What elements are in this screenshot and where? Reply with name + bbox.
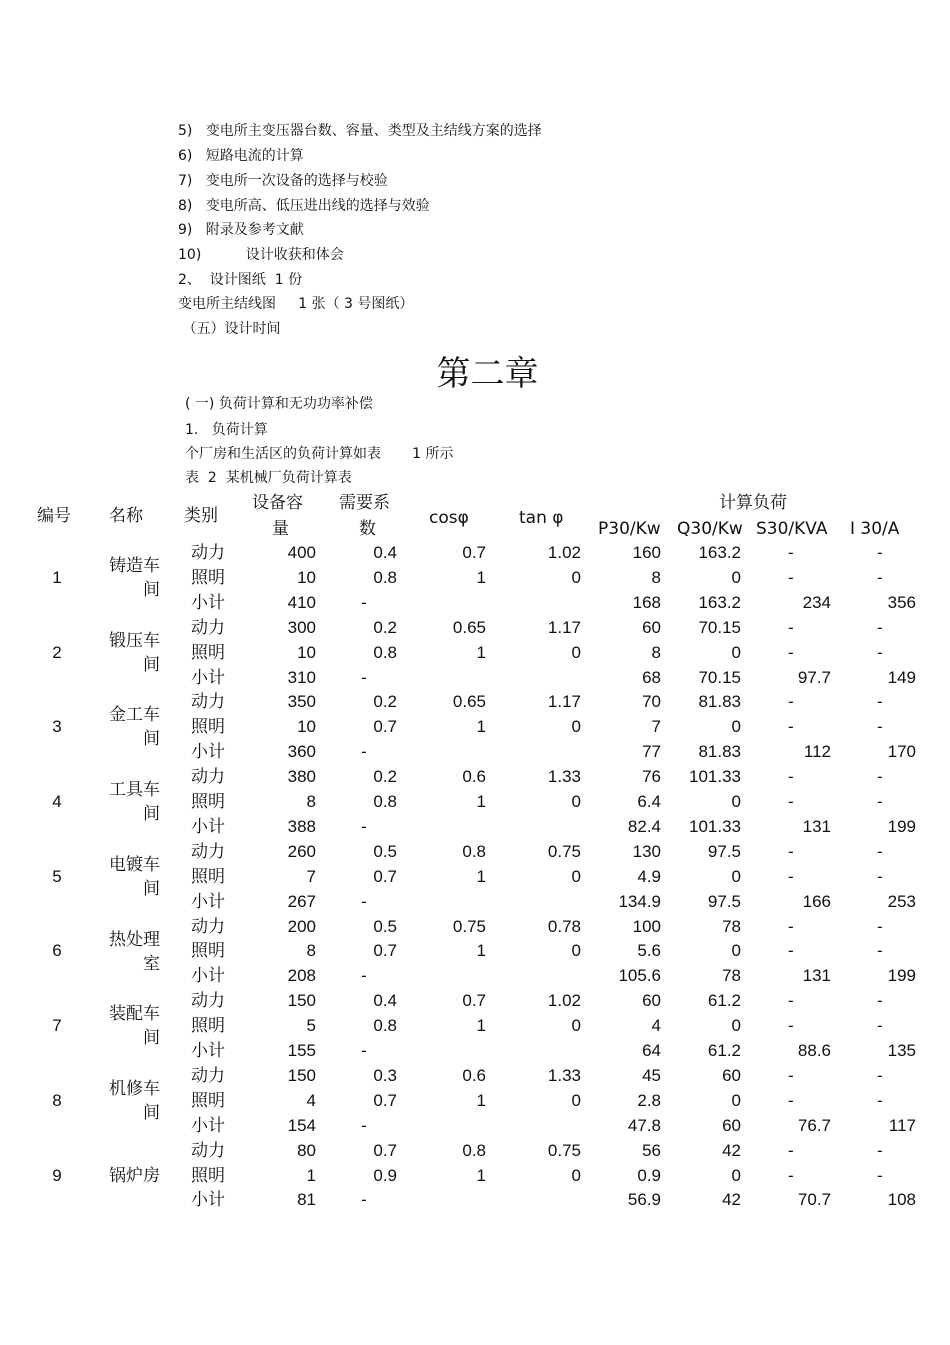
cell-q30: 97.5 <box>707 841 741 861</box>
row-category: 照明 <box>191 642 225 662</box>
cell-demand-factor: 0.7 <box>373 1090 397 1110</box>
row-name: 间 <box>143 1028 160 1048</box>
cell-p30: 160 <box>632 543 661 562</box>
header-id: 编号 <box>37 506 71 526</box>
cell-s30: 234 <box>802 592 831 612</box>
cell-s30: - <box>788 692 794 712</box>
cell-demand-factor: 0.7 <box>373 1140 397 1160</box>
cell-demand-factor: - <box>361 742 367 762</box>
row-category: 动力 <box>191 767 225 787</box>
row-name: 间 <box>143 878 160 898</box>
cell-s30: 131 <box>802 966 831 986</box>
cell-tan-phi: 0 <box>571 866 581 886</box>
cell-capacity: 155 <box>287 1041 316 1060</box>
cell-s30: - <box>788 567 794 587</box>
row-name: 间 <box>143 654 160 674</box>
cell-i30: 135 <box>887 1041 916 1060</box>
cell-p30: 8 <box>651 567 661 587</box>
row-category: 照明 <box>191 1090 225 1110</box>
cell-s30: - <box>788 717 794 737</box>
cell-capacity: 267 <box>287 891 316 911</box>
cell-tan-phi: 0 <box>571 717 581 737</box>
row-id: 9 <box>52 1165 62 1185</box>
row-category: 动力 <box>191 991 225 1011</box>
cell-q30: 61.2 <box>707 1041 741 1060</box>
header-demand-2: 数 <box>359 519 376 539</box>
row-id: 2 <box>52 642 62 662</box>
row-category: 动力 <box>191 1140 225 1160</box>
cell-p30: 7 <box>651 717 661 737</box>
cell-q30: 0 <box>731 866 741 886</box>
cell-s30: - <box>788 916 794 936</box>
cell-q30: 163.2 <box>698 592 741 612</box>
row-category: 动力 <box>191 916 225 936</box>
header-tan-phi: tan φ <box>519 508 564 528</box>
cell-q30: 81.83 <box>698 692 741 712</box>
row-id: 6 <box>52 941 62 961</box>
cell-capacity: 388 <box>287 816 316 836</box>
intro-line: 7) 变电所一次设备的选择与校验 <box>178 173 388 189</box>
cell-cos-phi: 0.7 <box>462 991 486 1011</box>
row-id: 7 <box>52 1016 62 1036</box>
cell-q30: 60 <box>722 1115 741 1135</box>
cell-demand-factor: 0.4 <box>373 991 397 1011</box>
cell-i30: 199 <box>887 816 916 836</box>
cell-cos-phi: 0.8 <box>462 841 486 861</box>
row-name: 电镀车 <box>109 854 160 874</box>
intro-line: 10) 设计收获和体会 <box>178 247 344 263</box>
cell-q30: 101.33 <box>689 767 741 787</box>
cell-s30: - <box>788 642 794 662</box>
cell-demand-factor: 0.2 <box>373 617 397 637</box>
cell-q30: 101.33 <box>689 816 741 836</box>
cell-cos-phi: 1 <box>476 642 486 662</box>
cell-q30: 97.5 <box>707 891 741 911</box>
row-category: 小计 <box>191 816 225 836</box>
cell-capacity: 10 <box>297 642 316 662</box>
row-category: 照明 <box>191 866 225 886</box>
header-p30: P30/Kw <box>598 519 661 539</box>
cell-cos-phi: 1 <box>476 717 486 737</box>
row-name: 机修车 <box>109 1078 160 1098</box>
cell-q30: 0 <box>731 792 741 811</box>
cell-s30: - <box>788 1140 794 1160</box>
cell-capacity: 208 <box>287 966 316 986</box>
header-s30: S30/KVA <box>756 519 828 539</box>
cell-demand-factor: 0.2 <box>373 692 397 712</box>
cell-p30: 76 <box>642 767 661 787</box>
row-category: 照明 <box>191 792 225 811</box>
cell-tan-phi: 1.33 <box>547 1065 581 1085</box>
header-cos-phi: cosφ <box>429 508 469 528</box>
cell-s30: 70.7 <box>797 1190 831 1210</box>
cell-p30: 68 <box>642 667 661 687</box>
intro-line: 9) 附录及参考文献 <box>178 222 304 238</box>
cell-s30: - <box>788 792 794 811</box>
cell-tan-phi: 1.17 <box>547 617 581 637</box>
cell-q30: 42 <box>722 1190 741 1210</box>
cell-demand-factor: - <box>361 1190 367 1210</box>
cell-capacity: 5 <box>306 1016 316 1036</box>
cell-s30: 76.7 <box>797 1115 831 1135</box>
cell-tan-phi: 0 <box>571 1016 581 1036</box>
cell-tan-phi: 1.17 <box>547 692 581 712</box>
cell-s30: 131 <box>802 816 831 836</box>
cell-demand-factor: 0.7 <box>373 866 397 886</box>
row-category: 小计 <box>191 592 225 612</box>
cell-cos-phi: 0.7 <box>462 543 486 562</box>
cell-i30: - <box>877 692 883 712</box>
cell-q30: 78 <box>722 916 741 936</box>
cell-s30: - <box>788 941 794 961</box>
header-demand-1: 需要系 <box>339 493 390 513</box>
cell-capacity: 1 <box>306 1165 316 1185</box>
cell-capacity: 360 <box>287 742 316 762</box>
cell-i30: - <box>877 642 883 662</box>
cell-p30: 60 <box>642 991 661 1011</box>
cell-cos-phi: 0.6 <box>462 1065 486 1085</box>
cell-i30: - <box>877 1140 883 1160</box>
cell-capacity: 260 <box>287 841 316 861</box>
cell-cos-phi: 1 <box>476 1016 486 1036</box>
row-category: 小计 <box>191 1190 225 1210</box>
intro-line: 6) 短路电流的计算 <box>178 148 304 164</box>
cell-capacity: 154 <box>287 1115 316 1135</box>
cell-i30: 108 <box>887 1190 916 1210</box>
cell-tan-phi: 0 <box>571 1165 581 1185</box>
row-category: 小计 <box>191 1041 225 1060</box>
section-line: ( 一) 负荷计算和无功功率补偿 <box>185 396 373 412</box>
cell-s30: 166 <box>802 891 831 911</box>
row-category: 小计 <box>191 742 225 762</box>
cell-q30: 0 <box>731 1090 741 1110</box>
cell-demand-factor: - <box>361 816 367 836</box>
header-name: 名称 <box>109 506 143 526</box>
cell-q30: 61.2 <box>707 991 741 1011</box>
cell-i30: - <box>877 617 883 637</box>
cell-tan-phi: 0.75 <box>547 1140 581 1160</box>
row-name: 工具车 <box>109 780 160 800</box>
cell-p30: 4 <box>651 1016 661 1036</box>
cell-demand-factor: 0.7 <box>373 941 397 961</box>
cell-i30: - <box>877 1090 883 1110</box>
cell-demand-factor: 0.4 <box>373 543 397 562</box>
cell-q30: 42 <box>722 1140 741 1160</box>
cell-cos-phi: 1 <box>476 792 486 811</box>
intro-line: 8) 变电所高、低压进出线的选择与效验 <box>178 198 430 214</box>
cell-cos-phi: 0.6 <box>462 767 486 787</box>
header-category: 类别 <box>184 506 218 526</box>
cell-capacity: 8 <box>306 941 316 961</box>
cell-i30: - <box>877 841 883 861</box>
cell-i30: 149 <box>887 667 916 687</box>
row-category: 动力 <box>191 841 225 861</box>
cell-i30: - <box>877 991 883 1011</box>
cell-s30: 88.6 <box>797 1041 831 1060</box>
cell-capacity: 400 <box>287 543 316 562</box>
cell-demand-factor: 0.8 <box>373 1016 397 1036</box>
cell-i30: - <box>877 567 883 587</box>
cell-q30: 0 <box>731 1165 741 1185</box>
cell-capacity: 80 <box>297 1140 316 1160</box>
cell-q30: 70.15 <box>698 617 741 637</box>
row-category: 小计 <box>191 667 225 687</box>
cell-capacity: 410 <box>287 592 316 612</box>
row-category: 小计 <box>191 891 225 911</box>
row-name: 间 <box>143 729 160 749</box>
header-calc-load: 计算负荷 <box>719 493 787 513</box>
cell-s30: 97.7 <box>797 667 831 687</box>
intro-line: 5) 变电所主变压器台数、容量、类型及主结线方案的选择 <box>178 123 542 139</box>
header-capacity-1: 设备容 <box>252 493 303 513</box>
cell-demand-factor: - <box>361 592 367 612</box>
row-category: 照明 <box>191 567 225 587</box>
row-name: 间 <box>143 1102 160 1122</box>
cell-capacity: 7 <box>306 866 316 886</box>
cell-i30: - <box>877 767 883 787</box>
cell-demand-factor: 0.9 <box>373 1165 397 1185</box>
cell-demand-factor: 0.5 <box>373 841 397 861</box>
row-category: 动力 <box>191 617 225 637</box>
cell-q30: 0 <box>731 717 741 737</box>
intro-line: （五）设计时间 <box>178 321 281 337</box>
cell-demand-factor: - <box>361 1041 367 1060</box>
row-name: 装配车 <box>109 1004 160 1024</box>
cell-tan-phi: 1.02 <box>547 543 581 562</box>
cell-p30: 6.4 <box>637 792 661 811</box>
cell-cos-phi: 1 <box>476 866 486 886</box>
cell-demand-factor: 0.3 <box>373 1065 397 1085</box>
cell-p30: 168 <box>632 592 661 612</box>
cell-p30: 77 <box>642 742 661 762</box>
cell-demand-factor: - <box>361 667 367 687</box>
cell-q30: 0 <box>731 567 741 587</box>
cell-s30: - <box>788 1016 794 1036</box>
row-id: 8 <box>52 1090 62 1110</box>
cell-i30: - <box>877 543 883 562</box>
cell-capacity: 200 <box>287 916 316 936</box>
cell-p30: 4.9 <box>637 866 661 886</box>
cell-capacity: 310 <box>287 667 316 687</box>
cell-i30: - <box>877 916 883 936</box>
cell-p30: 130 <box>632 841 661 861</box>
cell-p30: 64 <box>642 1041 661 1060</box>
row-category: 小计 <box>191 966 225 986</box>
cell-p30: 56.9 <box>627 1190 661 1210</box>
cell-p30: 82.4 <box>627 816 661 836</box>
cell-i30: - <box>877 941 883 961</box>
cell-cos-phi: 1 <box>476 1090 486 1110</box>
cell-cos-phi: 0.65 <box>452 692 486 712</box>
cell-s30: - <box>788 841 794 861</box>
cell-i30: 253 <box>887 891 916 911</box>
row-name: 金工车 <box>109 705 160 725</box>
cell-i30: - <box>877 792 883 811</box>
row-name: 锻压车 <box>109 630 160 650</box>
cell-demand-factor: 0.2 <box>373 767 397 787</box>
cell-tan-phi: 0 <box>571 642 581 662</box>
cell-q30: 0 <box>731 642 741 662</box>
row-category: 动力 <box>191 543 225 562</box>
cell-i30: 199 <box>887 966 916 986</box>
cell-tan-phi: 0.75 <box>547 841 581 861</box>
row-name: 铸造车 <box>109 556 160 575</box>
cell-p30: 70 <box>642 692 661 712</box>
cell-s30: - <box>788 991 794 1011</box>
cell-p30: 2.8 <box>637 1090 661 1110</box>
header-i30: I 30/A <box>850 519 900 539</box>
row-name: 室 <box>143 953 160 973</box>
row-category: 照明 <box>191 1165 225 1185</box>
cell-p30: 5.6 <box>637 941 661 961</box>
row-name: 间 <box>143 580 160 599</box>
cell-capacity: 81 <box>297 1190 316 1210</box>
row-id: 5 <box>52 866 62 886</box>
cell-tan-phi: 0 <box>571 567 581 587</box>
cell-s30: - <box>788 767 794 787</box>
cell-p30: 60 <box>642 617 661 637</box>
cell-cos-phi: 1 <box>476 941 486 961</box>
intro-line: 变电所主结线图 1 张（ 3 号图纸） <box>178 296 414 312</box>
cell-tan-phi: 0 <box>571 1090 581 1110</box>
cell-q30: 81.83 <box>698 742 741 762</box>
cell-i30: - <box>877 866 883 886</box>
row-name: 热处理 <box>109 929 160 949</box>
cell-demand-factor: 0.7 <box>373 717 397 737</box>
cell-cos-phi: 0.75 <box>452 916 486 936</box>
section-line: 1. 负荷计算 <box>185 422 268 438</box>
cell-s30: - <box>788 617 794 637</box>
cell-p30: 100 <box>632 916 661 936</box>
header-capacity-2: 量 <box>272 519 289 539</box>
row-category: 照明 <box>191 941 225 961</box>
cell-s30: - <box>788 1090 794 1110</box>
cell-tan-phi: 0 <box>571 941 581 961</box>
cell-q30: 78 <box>722 966 741 986</box>
cell-cos-phi: 1 <box>476 567 486 587</box>
section-line: 个厂房和生活区的负荷计算如表 1 所示 <box>185 446 454 462</box>
cell-tan-phi: 0.78 <box>547 916 581 936</box>
header-q30: Q30/Kw <box>677 519 743 539</box>
row-id: 1 <box>52 567 62 587</box>
cell-capacity: 380 <box>287 767 316 787</box>
cell-i30: 356 <box>887 592 916 612</box>
section-line: 表 2 某机械厂负荷计算表 <box>185 470 352 486</box>
cell-s30: - <box>788 866 794 886</box>
cell-demand-factor: - <box>361 1115 367 1135</box>
cell-i30: - <box>877 1016 883 1036</box>
cell-demand-factor: 0.8 <box>373 567 397 587</box>
cell-capacity: 10 <box>297 567 316 587</box>
cell-s30: - <box>788 1165 794 1185</box>
cell-q30: 70.15 <box>698 667 741 687</box>
row-category: 动力 <box>191 1065 225 1085</box>
row-id: 3 <box>52 717 62 737</box>
cell-capacity: 300 <box>287 617 316 637</box>
cell-p30: 56 <box>642 1140 661 1160</box>
cell-demand-factor: 0.5 <box>373 916 397 936</box>
cell-capacity: 150 <box>287 1065 316 1085</box>
cell-cos-phi: 0.65 <box>452 617 486 637</box>
cell-demand-factor: - <box>361 891 367 911</box>
cell-s30: 112 <box>803 742 831 762</box>
cell-i30: - <box>877 1165 883 1185</box>
cell-demand-factor: 0.8 <box>373 792 397 811</box>
row-category: 动力 <box>191 692 225 712</box>
cell-q30: 60 <box>722 1065 741 1085</box>
cell-capacity: 350 <box>287 692 316 712</box>
cell-capacity: 10 <box>297 717 316 737</box>
cell-s30: - <box>788 1065 794 1085</box>
cell-cos-phi: 0.8 <box>462 1140 486 1160</box>
cell-capacity: 4 <box>306 1090 316 1110</box>
cell-capacity: 150 <box>287 991 316 1011</box>
row-category: 照明 <box>191 717 225 737</box>
chapter-title: 第二章 <box>436 354 539 394</box>
cell-q30: 0 <box>731 941 741 961</box>
cell-p30: 105.6 <box>618 966 661 986</box>
cell-p30: 47.8 <box>627 1115 661 1135</box>
cell-demand-factor: - <box>361 966 367 986</box>
row-category: 小计 <box>191 1115 225 1135</box>
cell-p30: 8 <box>651 642 661 662</box>
cell-s30: - <box>788 543 794 562</box>
cell-p30: 0.9 <box>637 1165 661 1185</box>
cell-demand-factor: 0.8 <box>373 642 397 662</box>
cell-i30: 117 <box>888 1115 916 1135</box>
cell-cos-phi: 1 <box>476 1165 486 1185</box>
row-name: 间 <box>143 804 160 824</box>
row-id: 4 <box>52 792 62 811</box>
cell-q30: 163.2 <box>698 543 741 562</box>
cell-q30: 0 <box>731 1016 741 1036</box>
cell-i30: 170 <box>887 742 916 762</box>
intro-line: 2、 设计图纸 1 份 <box>178 272 303 288</box>
row-name: 锅炉房 <box>109 1165 160 1185</box>
cell-capacity: 8 <box>306 792 316 811</box>
cell-p30: 45 <box>642 1065 661 1085</box>
cell-tan-phi: 1.33 <box>547 767 581 787</box>
cell-p30: 134.9 <box>618 891 661 911</box>
cell-i30: - <box>877 717 883 737</box>
row-category: 照明 <box>191 1016 225 1036</box>
cell-i30: - <box>877 1065 883 1085</box>
cell-tan-phi: 0 <box>571 792 581 811</box>
cell-tan-phi: 1.02 <box>547 991 581 1011</box>
